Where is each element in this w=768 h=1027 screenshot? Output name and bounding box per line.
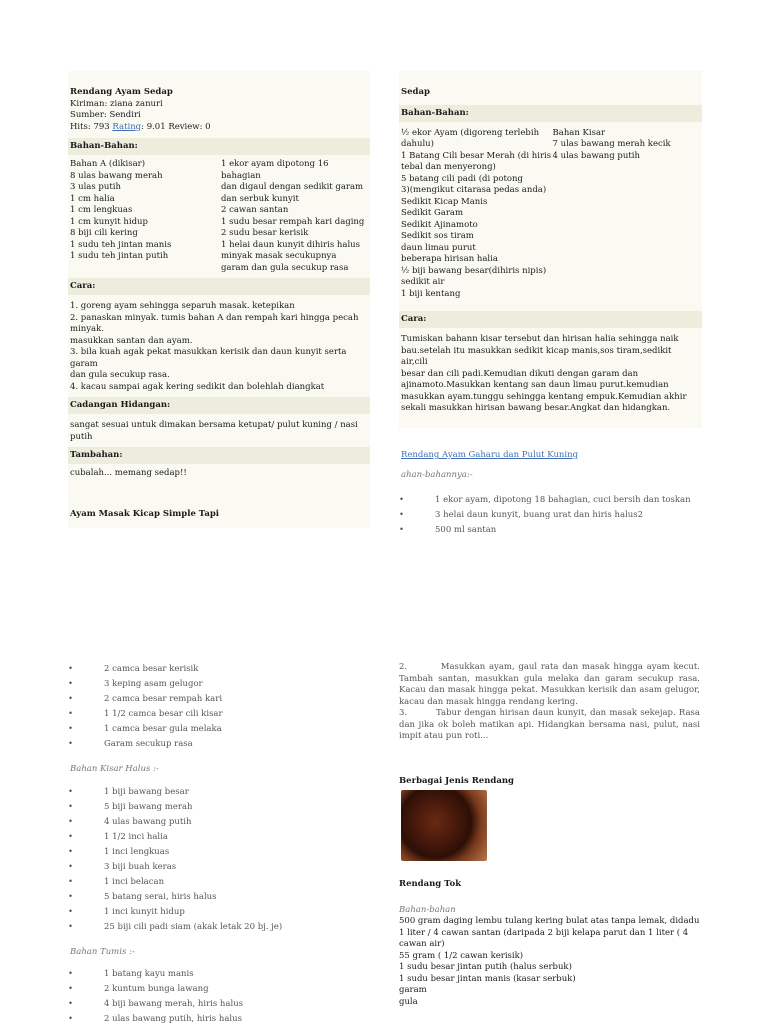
ingredient-list-gaharu [399,493,702,538]
kisar-halus-label: Bahan Kisar Halus :- [70,764,159,774]
method-line: ajinamoto.Masukkan kentang san daun limau purut.kemudian [401,380,669,390]
section-header-cara-right: Cara: [399,311,702,328]
method-line: dan gula secukup rasa. [70,370,170,380]
method-line: 3. bila kuah agak pekat masukkan kerisik dan daun kunyit serta garam [70,347,347,369]
ingredient-list-main [68,662,370,752]
method-steps [68,301,370,393]
list-item: • 2 camca besar rempah kari [68,692,370,707]
list-item: • 3 biji buah keras [68,860,370,875]
ingredient-line: sedikit air [401,277,445,287]
method-paragraph [399,334,702,415]
ingredient-line: Sedikit Ajinamoto [401,219,478,230]
list-item: • 2 camca besar kerisik [68,662,370,677]
ingredient-line: 500 gram daging lembu tulang kering bulat atas tanpa lemak, didadu [399,916,700,926]
rating-text: : 9.01 Review: 0 [141,121,211,132]
ingredient-line: 1 sudu besar jintan putih (halus serbuk) [399,962,572,972]
ingredient-line: 1 liter / 4 cawan santan (daripada 2 biji kelapa parut dan 1 liter ( 4 [399,927,689,938]
method-step-3 [399,708,700,743]
rating-link[interactable]: Rating [112,121,142,132]
ingredient-line: 3 ulas putih [70,182,121,192]
ingredient-line: 1 sudu besar rempah kari daging [220,216,365,227]
list-item: • 500 ml santan [399,523,702,538]
method-line: minyak. [70,324,104,334]
ingredient-line: minyak masak secukupnya [220,251,337,261]
list-item: • 5 batang serai, hiris halus [68,890,370,905]
list-item: • 1 batang kayu manis [68,967,370,982]
method-line: bau.setelah itu masukkan sedikit kicap manis,sos tiram,sedikit air,cili [401,345,672,367]
ingredient-line: ½ ekor Ayam (digoreng terlebih [401,127,540,138]
ingredient-line: 1 biji kentang [401,288,461,299]
recipe-stats [70,122,368,134]
ingredient-line: dan digaul dengan sedikit garam [220,182,364,192]
rendang-photo-icon [401,790,487,861]
ingredient-line: daun limau purut [401,242,476,253]
list-item: • 3 helai daun kunyit, buang urat dan hiris halus2 [399,508,702,523]
ingredient-line: 1 sudu besar jintan manis (kasar serbuk) [399,973,576,984]
rendang-tok-ingredients [399,916,700,1008]
serving-suggestion [68,420,370,443]
method-line: besar dan cili padi.Kemudian dikuti dengan garam dan [401,368,639,379]
method-section-lower-right [399,662,700,1008]
ingredients-col-b [221,159,368,274]
ingredient-line: 1 helai daun kunyit dihiris halus [220,239,360,250]
list-item: • 3 keping asam gelugor [68,677,370,692]
section-header-bahan-right: Bahan-Bahan: [399,105,702,122]
method-line: 1. goreng ayam sehingga separuh masak. ketepikan [70,301,295,311]
suggestion-line: putih [70,431,93,442]
ingredient-line: ½ biji bawang besar(dihiris nipis) [401,265,547,276]
list-item: • 1 inci kunyit hidup [68,905,370,920]
recipe-link-gaharu[interactable]: Rendang Ayam Gaharu dan Pulut Kuning [401,450,579,460]
ingredient-line: 1 Batang Cili besar Merah (di hiris [401,150,552,161]
method-line: Tumiskan bahann kisar tersebut dan hirisan halia sehingga naik [401,334,679,344]
ingredient-line: dahulu) [401,139,434,149]
ingredient-line: Sedikit Kicap Manis [401,196,488,207]
list-item: • 1 camca besar gula melaka [68,722,370,737]
section-title-berbagai: Berbagai Jenis Rendang [399,775,514,786]
ingredients-table-right [399,128,702,301]
ingredient-list-kisar [68,785,370,935]
list-item: • 4 ulas bawang putih [68,815,370,830]
ingredient-line: 55 gram ( 1/2 cawan kerisik) [399,950,524,961]
list-item: • 1 inci belacan [68,875,370,890]
ingredient-line: 8 ulas bawang merah [70,170,163,181]
ingredient-line: 5 batang cili padi (di potong [401,173,523,184]
section-header-cadangan: Cadangan Hidangan: [68,397,370,414]
list-item: • 1 1/2 inci halia [68,830,370,845]
ingredients-label: ahan-bahannya:- [401,469,473,480]
recipe-panel-rendang-ayam-sedap [68,71,370,528]
list-item: • 2 kuntum bunga lawang [68,982,370,997]
list-item: • 4 biji bawang merah, hiris halus [68,997,370,1012]
step-text: Masukkan ayam, gaul rata dan masak hingga ayam kecut. Tambah santan, masukkan gula melaka dan garam secukup rasa. Kacau dan masak hingga pekat. Masukkan kerisik dan asam gelugor, kacau dan masak hingga rendang kering. [399,662,700,707]
ingredient-list-tumis [68,967,370,1027]
list-item: • 5 biji bawang merah [68,800,370,815]
ingredient-line: garam [399,985,427,995]
ingredients-col-a [70,159,221,274]
ingredient-line: Bahan Kisar [552,127,606,138]
tumis-label: Bahan Tumis :- [70,946,135,957]
ingredient-line: 1 cm kunyit hidup [70,216,148,227]
ingredient-line: cawan air) [399,939,445,949]
section-header-tambahan: Tambahan: [68,447,370,464]
bahan-bahan-label: Bahan-bahan [399,904,456,915]
list-item: • 1 1/2 camca besar cili kisar [68,707,370,722]
ingredient-line: 3)(mengikut citarasa pedas anda) [401,185,547,195]
suggestion-line: sangat sesuai untuk dimakan bersama ketupat/ pulut kuning / nasi [70,420,358,430]
list-item: • 1 inci lengkuas [68,845,370,860]
list-item: • 2 ulas bawang putih, hiris halus [68,1012,370,1027]
section-header-bahan: Bahan-Bahan: [68,138,370,155]
list-item: • 1 biji bawang besar [68,785,370,800]
step-number: 2. [399,662,408,672]
method-line: sekali masukkan hirisan bawang besar.Angkat dan hidangkan. [401,403,671,413]
section-header-cara: Cara: [68,278,370,295]
ingredient-line: 4 ulas bawang putih [552,150,640,161]
method-line: masukkan ayam.tunggu sehingga kentang empuk.Kemudian akhir [401,391,687,402]
ingredient-line: 2 sudu besar kerisik [220,228,309,238]
hits-text: Hits: 793 [70,121,113,132]
ingredient-line: dan serbuk kunyit [220,193,299,204]
recipe-panel-sedap [399,71,702,428]
next-recipe-title: Ayam Masak Kicap Simple Tapi [70,508,220,519]
method-line: 4. kacau sampai agak kering sedikit dan bolehlah diangkat [70,381,325,392]
recipe-title: Rendang Ayam Sedap [70,87,173,97]
ingredients-section-lower-left [68,662,370,1027]
recipe-author: Kiriman: ziana zanuri [70,98,163,109]
ingredient-line: 7 ulas bawang merah kecik [552,139,671,149]
step-number: 3. [399,708,408,718]
recipe-title-continued: Sedap [401,87,430,97]
ingredient-line: 1 sudu teh jintan putih [70,251,169,261]
recipe-column-right [399,71,702,538]
ingredient-line: 1 cm halia [70,193,115,204]
method-line: masukkan santan dan ayam. [70,335,193,346]
ingredient-line: 2 cawan santan [220,205,289,215]
ingredients-col-kisar [553,128,701,301]
method-step-2 [399,662,700,708]
ingredient-line: 8 biji cili kering [70,228,138,238]
additional-note: cubalah... memang sedap!! [70,468,187,478]
ingredient-line: Sedikit sos tiram [401,231,474,241]
recipe-source: Sumber: Sendiri [70,110,141,120]
ingredients-table [68,159,370,274]
ingredient-line: Sedikit Garam [401,208,464,218]
ingredient-line: Bahan A (dikisar) [70,159,146,169]
recipe-title-rendang-tok: Rendang Tok [399,879,462,889]
ingredient-line: beberapa hirisan halia [401,254,498,264]
ingredients-col-main [401,128,553,301]
ingredient-line: garam dan gula secukup rasa [220,262,349,273]
ingredient-line: 1 ekor ayam dipotong 16 bahagian [220,159,329,181]
ingredient-line: 1 sudu teh jintan manis [70,239,172,250]
method-line: 2. panaskan minyak. tumis bahan A dan rempah kari hingga pecah [70,312,359,323]
ingredient-line: tebal dan menyerong) [401,162,496,172]
list-item: • Garam secukup rasa [68,737,370,752]
ingredient-line: gula [399,996,418,1007]
step-text: Tabur dengan hirisan daun kunyit, dan masak sekejap. Rasa dan jika ok boleh matikan api. Hidangkan bersama nasi, pulut, nasi impit atau pun roti... [399,708,700,741]
list-item: • 25 biji cili padi siam (akak letak 20 bj. je) [68,920,370,935]
ingredient-line: 1 cm lengkuas [70,205,133,215]
list-item: • 1 ekor ayam, dipotong 18 bahagian, cuci bersih dan toskan [399,493,702,508]
